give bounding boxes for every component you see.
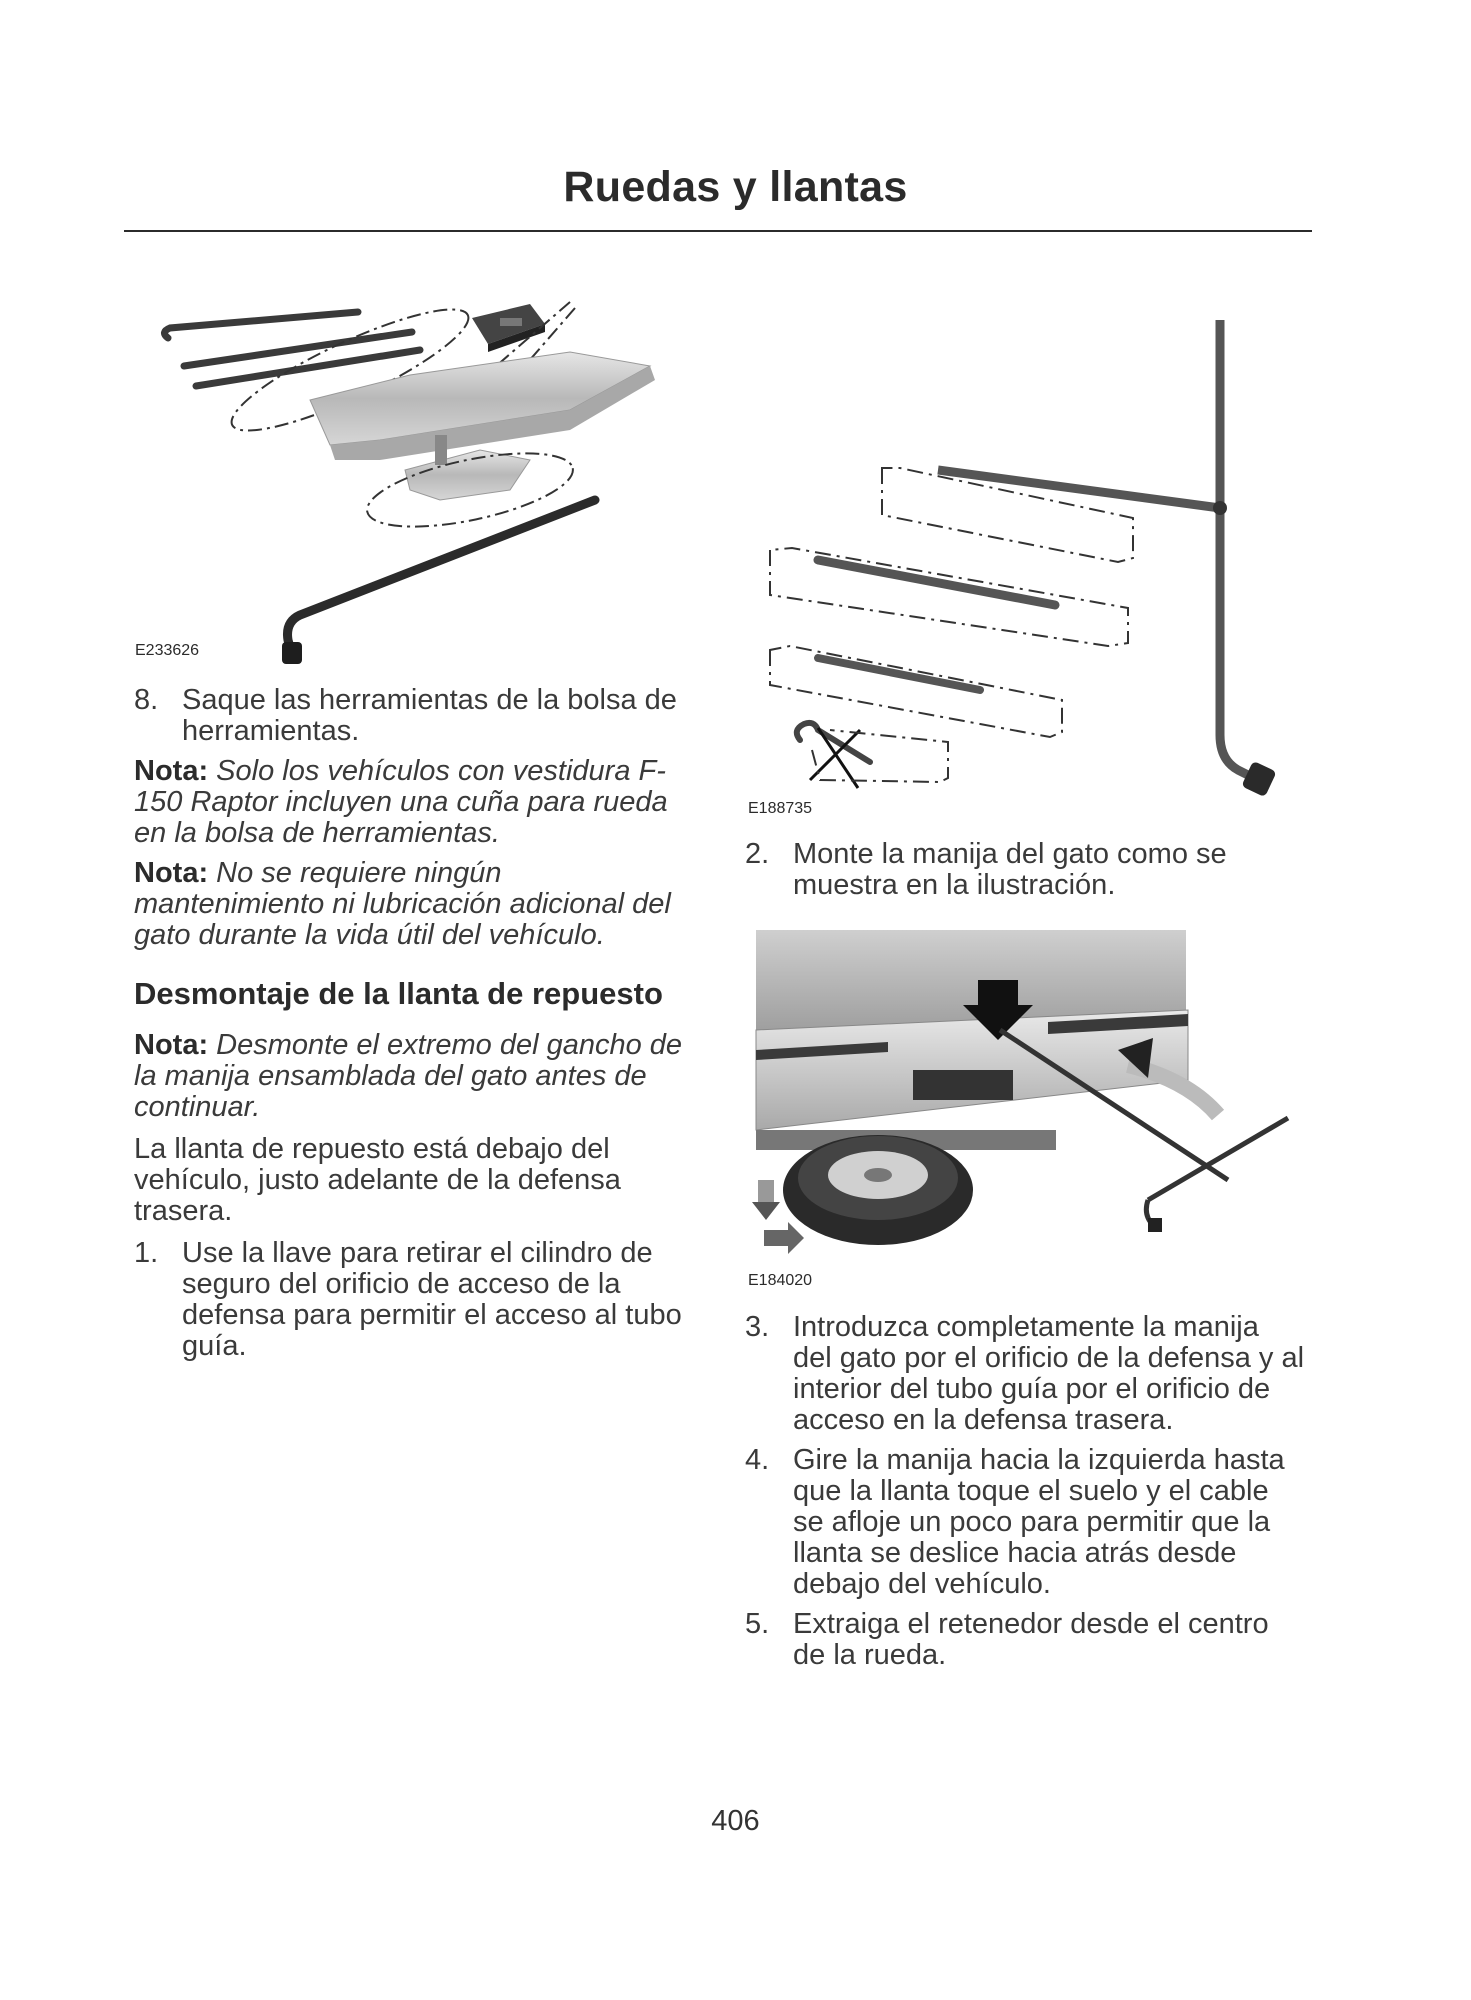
section-heading: Desmontaje de la llanta de repuesto <box>134 976 663 1011</box>
wheel-chock-icon <box>472 304 545 352</box>
note-raptor-wedge <box>134 756 694 849</box>
extension-rod-icon <box>818 560 1055 605</box>
figure-code: E233626 <box>135 642 200 659</box>
step-number: 3. <box>745 1311 770 1343</box>
note-maintenance <box>134 858 694 951</box>
step-text: Gire la manija hacia la izquierda hasta que la llanta toque el suelo y el cable se afloje un poco para permitir que la llanta se deslice hacia atrás desde debajo del vehículo. <box>793 1444 1285 1600</box>
step-text: Introduzca completamente la manija del gato por el orificio de la defensa y al interior del tubo guía por el orificio de acceso en la defensa trasera. <box>793 1311 1305 1436</box>
page-title: Ruedas y llantas <box>563 163 908 211</box>
truck-rear-icon <box>756 930 1188 1150</box>
jack-icon <box>310 352 655 500</box>
right-column-bottom <box>745 1312 1305 1671</box>
figure-code: E188735 <box>748 800 813 817</box>
step-number: 5. <box>745 1608 770 1640</box>
step-8 <box>134 685 694 747</box>
step-3 <box>745 1312 1305 1436</box>
step-number: 8. <box>134 684 159 716</box>
hook-rod-icon <box>164 312 358 338</box>
step-text: Monte la manija del gato como se muestra en la ilustración. <box>793 838 1227 901</box>
step-number: 1. <box>134 1237 159 1269</box>
step-2 <box>745 839 1295 901</box>
paragraph-spare-location: La llanta de repuesto está debajo del vehículo, justo adelante de la defensa trasera. <box>134 1133 621 1227</box>
note-text: No se requiere ningún mantenimiento ni lubricación adicional del gato durante la vida útil del vehículo. <box>134 857 671 951</box>
left-column <box>134 685 694 1362</box>
step-text: Extraiga el retenedor desde el centro de la rueda. <box>793 1608 1269 1671</box>
right-column-top <box>745 839 1295 901</box>
jack-handle-assembly-illustration <box>760 310 1310 810</box>
note-hook-removal <box>134 1030 694 1123</box>
step-text: Saque las herramientas de la bolsa de herramientas. <box>182 684 677 747</box>
extension-rod-icon <box>184 332 412 366</box>
note-label: Nota: <box>134 1029 209 1061</box>
note-label: Nota: <box>134 857 209 889</box>
bumper-spare-tire-illustration <box>748 930 1308 1270</box>
step-number: 4. <box>745 1444 770 1476</box>
page-number: 406 <box>711 1805 760 1837</box>
lug-wrench-icon <box>282 500 595 664</box>
step-5 <box>745 1609 1305 1671</box>
header-divider <box>124 230 1312 232</box>
note-text: Solo los vehículos con vestidura F-150 Raptor incluyen una cuña para rueda en la bolsa de herramientas. <box>134 755 668 849</box>
note-label: Nota: <box>134 755 209 787</box>
figure-code: E184020 <box>748 1272 813 1289</box>
step-number: 2. <box>745 838 770 870</box>
tool-kit-illustration <box>150 290 670 670</box>
note-text: Desmonte el extremo del gancho de la manija ensamblada del gato antes de continuar. <box>134 1029 683 1123</box>
step-text: Use la llave para retirar el cilindro de seguro del orificio de acceso de la defensa para permitir el acceso al tubo guía. <box>182 1237 682 1362</box>
step-4 <box>745 1445 1305 1600</box>
spare-tire-icon <box>783 1135 973 1245</box>
step-1 <box>134 1238 694 1362</box>
extension-rod-icon <box>818 658 980 690</box>
